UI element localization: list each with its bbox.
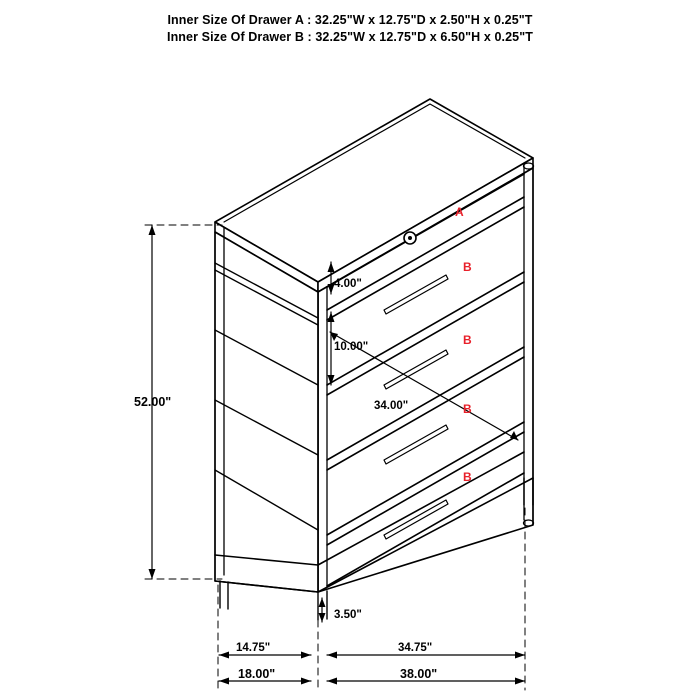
drawer-label-a: A: [455, 205, 464, 219]
dim-label-4: 4.00": [334, 278, 362, 290]
dim-label-34-75: 34.75": [398, 642, 433, 654]
dim-label-38: 38.00": [400, 667, 438, 681]
dim-label-height: 52.00": [134, 395, 172, 409]
dim-3-50: [319, 598, 326, 622]
dim-label-34: 34.00": [374, 400, 409, 412]
cabinet-front-face: [215, 232, 318, 592]
dim-label-18: 18.00": [238, 667, 276, 681]
drawer-label-b1: B: [463, 260, 472, 274]
dim-label-14-75: 14.75": [236, 642, 271, 654]
dim-label-10: 10.00": [334, 341, 369, 353]
dim-label-leg: 3.50": [334, 609, 362, 621]
header-line-1: Inner Size Of Drawer A : 32.25"W x 12.75"D x 2.50"H x 0.25"T: [167, 13, 533, 27]
header-line-2: Inner Size Of Drawer B : 32.25"W x 12.75"D x 6.50"H x 0.25"T: [167, 30, 533, 44]
drawer-label-b2: B: [463, 333, 472, 347]
drawer-label-b4: B: [463, 470, 472, 484]
drawer-label-b3: B: [463, 402, 472, 416]
